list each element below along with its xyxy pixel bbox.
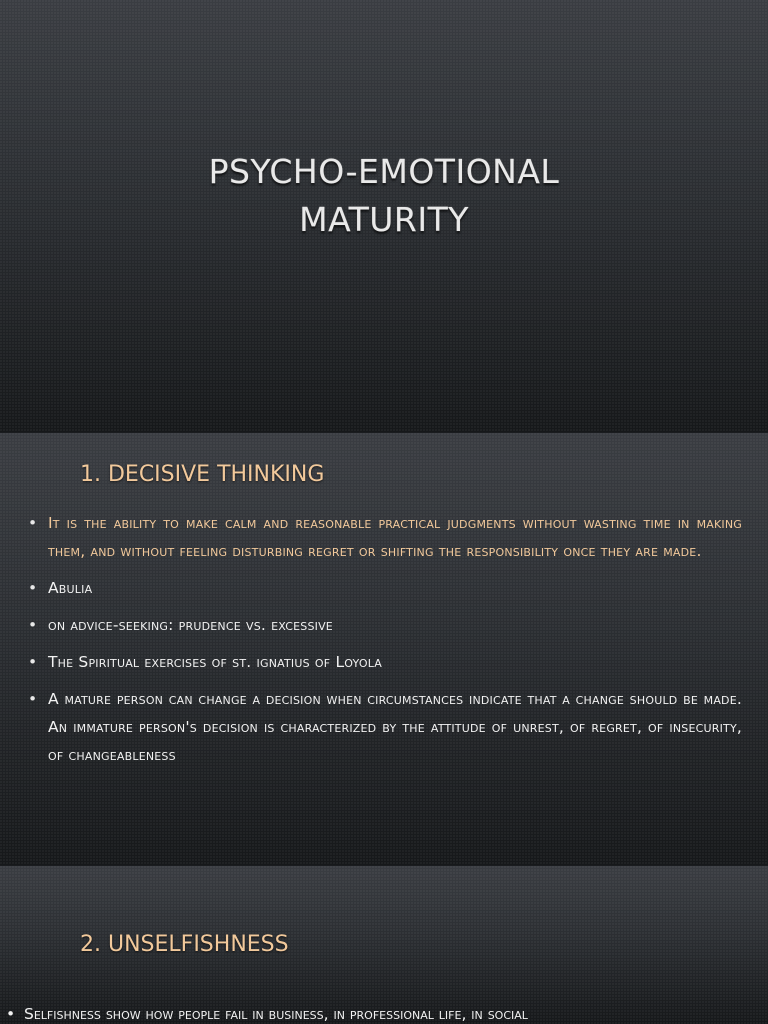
bullet-dot-icon: • xyxy=(28,616,38,634)
bullet-list xyxy=(28,509,742,778)
bullet-item xyxy=(28,509,742,565)
slide-heading: 1. DECISIVE THINKING xyxy=(80,462,325,487)
slide-decisive-thinking xyxy=(0,433,768,865)
bullet-text: A mature person can change a decision when circumstances indicate that a change should be made. An immature person's decision is characterized by the attitude of unrest, of regret, of insecurity, of changeableness xyxy=(48,690,742,764)
bullet-list xyxy=(6,1000,766,1024)
slide-unselfishness xyxy=(0,866,768,1024)
bullet-item xyxy=(6,1000,766,1024)
bullet-item xyxy=(28,611,742,639)
bullet-dot-icon: • xyxy=(28,690,38,708)
bullet-text: It is the ability to make calm and reasonable practical judgments without wasting time in making them, and without feeling disturbing regret or shifting the responsibility once they are made. xyxy=(48,514,742,560)
slide-title-line-2: MATURITY xyxy=(299,200,469,239)
bullet-item xyxy=(28,685,742,769)
slide-title-line-1: PSYCHO-EMOTIONAL xyxy=(208,152,560,191)
bullet-text: The Spiritual exercises of st. ignatius of Loyola xyxy=(48,653,383,671)
bullet-item xyxy=(28,648,742,676)
bullet-dot-icon: • xyxy=(28,653,38,671)
bullet-text: Selfishness show how people fail in business, in professional life, in social xyxy=(24,1005,528,1023)
slide-heading: 2. UNSELFISHNESS xyxy=(80,932,289,957)
bullet-text: on advice-seeking: prudence vs. excessive xyxy=(48,616,333,634)
bullet-dot-icon: • xyxy=(28,579,38,597)
slide-title xyxy=(0,0,768,432)
bullet-dot-icon: • xyxy=(28,514,38,532)
bullet-item xyxy=(28,574,742,602)
bullet-dot-icon: • xyxy=(6,1005,16,1023)
slide-title-block xyxy=(0,148,768,244)
bullet-text: Abulia xyxy=(48,579,93,597)
